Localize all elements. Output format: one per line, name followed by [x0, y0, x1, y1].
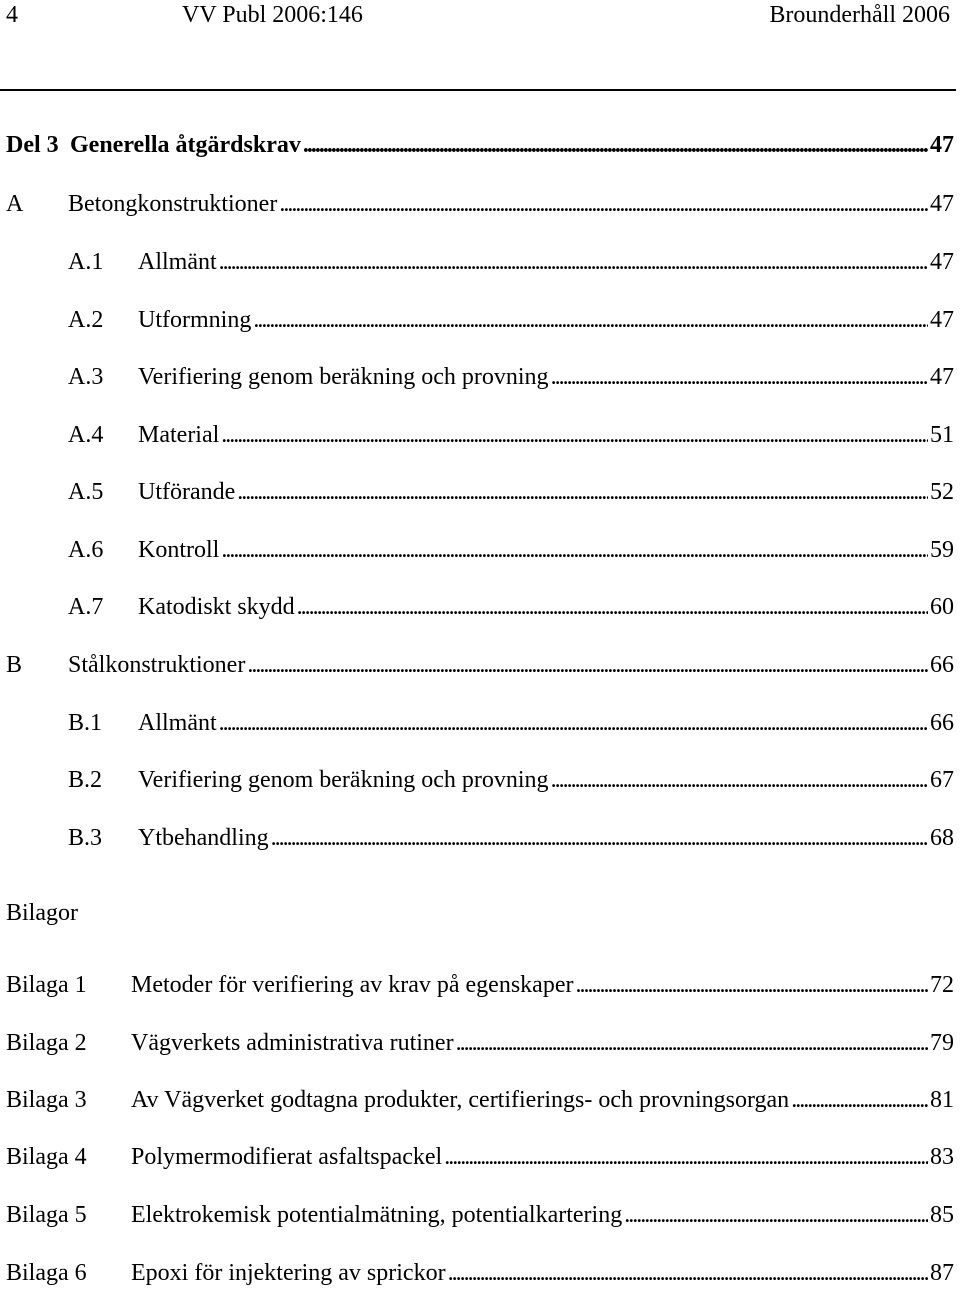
appendix-entry-page-number: 83 — [930, 1144, 954, 1170]
appendix-heading: Bilagor — [6, 900, 78, 926]
toc-entry-row[interactable] — [0, 707, 954, 739]
toc-entry-number: B.2 — [68, 767, 103, 793]
toc-entry-page-number: 60 — [930, 594, 954, 620]
appendix-entry-row[interactable] — [0, 1257, 954, 1289]
toc-entry-page-number: 47 — [930, 364, 954, 390]
toc-entry-label: Verifiering genom beräkning och provning — [138, 767, 549, 793]
toc-entry-number: A.5 — [68, 479, 104, 505]
appendix-entry-number: Bilaga 1 — [6, 972, 87, 998]
appendix-entry-page-number: 81 — [930, 1087, 954, 1113]
toc-entry-row[interactable] — [0, 304, 954, 336]
appendix-entry-row[interactable] — [0, 1084, 954, 1116]
header-rule — [0, 89, 956, 91]
toc-entry-label: Stålkonstruktioner — [68, 652, 246, 678]
toc-entry-label: Ytbehandling — [138, 825, 269, 851]
dot-leader — [303, 129, 928, 161]
toc-entry-page-number: 52 — [930, 479, 954, 505]
document-title: Brounderhåll 2006 — [769, 2, 950, 28]
toc-entry-number: A — [6, 191, 24, 217]
page-number: 4 — [6, 2, 18, 28]
dot-leader — [624, 1199, 928, 1231]
toc-entry-row[interactable] — [0, 649, 954, 681]
toc-entry-label: Utförande — [138, 479, 236, 505]
dot-leader — [791, 1084, 928, 1116]
toc-entry-label: Utformning — [138, 307, 252, 333]
toc-entry-row[interactable] — [0, 129, 954, 161]
toc-entry-row[interactable] — [0, 361, 954, 393]
appendix-entry-page-number: 87 — [930, 1260, 954, 1286]
toc-entry-row[interactable] — [0, 591, 954, 623]
appendix-entry-row[interactable] — [0, 1199, 954, 1231]
toc-entry-page-number: 59 — [930, 537, 954, 563]
toc-entry-row[interactable] — [0, 476, 954, 508]
publication-id: VV Publ 2006:146 — [182, 2, 363, 28]
toc-entry-number: B.1 — [68, 710, 103, 736]
toc-entry-row[interactable] — [0, 246, 954, 278]
toc-entry-page-number: 67 — [930, 767, 954, 793]
dot-leader — [253, 304, 928, 336]
toc-entry-number: A.3 — [68, 364, 104, 390]
dot-leader — [448, 1257, 928, 1289]
toc-entry-number: A.4 — [68, 422, 104, 448]
appendix-entry-label: Av Vägverket godtagna produkter, certifierings- och provningsorgan — [131, 1087, 790, 1113]
toc-entry-row[interactable] — [0, 822, 954, 854]
dot-leader — [456, 1027, 928, 1059]
dot-leader — [297, 591, 928, 623]
dot-leader — [575, 969, 928, 1001]
dot-leader — [279, 188, 928, 220]
toc-entry-label: Material — [138, 422, 220, 448]
appendix-entry-label: Polymermodifierat asfaltspackel — [131, 1144, 443, 1170]
appendix-entry-number: Bilaga 3 — [6, 1087, 87, 1113]
dot-leader — [247, 649, 928, 681]
toc-entry-row[interactable] — [0, 188, 954, 220]
toc-entry-number: A.6 — [68, 537, 104, 563]
appendix-entry-page-number: 79 — [930, 1030, 954, 1056]
appendix-entry-page-number: 85 — [930, 1202, 954, 1228]
toc-entry-label: Generella åtgärdskrav — [70, 132, 301, 158]
dot-leader — [551, 764, 928, 796]
toc-entry-number: Del 3 — [6, 132, 59, 158]
appendix-entry-number: Bilaga 2 — [6, 1030, 87, 1056]
appendix-entry-row[interactable] — [0, 1141, 954, 1173]
dot-leader — [271, 822, 928, 854]
appendix-entry-number: Bilaga 4 — [6, 1144, 87, 1170]
toc-entry-number: B.3 — [68, 825, 103, 851]
dot-leader — [221, 419, 928, 451]
page-header — [0, 0, 958, 90]
toc-entry-number: B — [6, 652, 23, 678]
toc-entry-number: A.7 — [68, 594, 104, 620]
appendix-entry-page-number: 72 — [930, 972, 954, 998]
toc-entry-page-number: 47 — [930, 132, 954, 158]
toc-entry-page-number: 47 — [930, 191, 954, 217]
toc-entry-page-number: 47 — [930, 249, 954, 275]
toc-entry-row[interactable] — [0, 419, 954, 451]
appendix-entry-row[interactable] — [0, 1027, 954, 1059]
toc-entry-page-number: 47 — [930, 307, 954, 333]
toc-entry-page-number: 66 — [930, 710, 954, 736]
appendix-entry-number: Bilaga 5 — [6, 1202, 87, 1228]
toc-entry-label: Verifiering genom beräkning och provning — [138, 364, 549, 390]
appendix-entry-label: Vägverkets administrativa rutiner — [131, 1030, 454, 1056]
toc-entry-label: Betongkonstruktioner — [68, 191, 278, 217]
toc-entry-page-number: 66 — [930, 652, 954, 678]
toc-entry-page-number: 51 — [930, 422, 954, 448]
toc-entry-number: A.2 — [68, 307, 104, 333]
appendix-entry-row[interactable] — [0, 969, 954, 1001]
toc-entry-number: A.1 — [68, 249, 104, 275]
dot-leader — [219, 707, 928, 739]
toc-entry-row[interactable] — [0, 764, 954, 796]
toc-entry-row[interactable] — [0, 534, 954, 566]
dot-leader — [221, 534, 928, 566]
toc-entry-page-number: 68 — [930, 825, 954, 851]
dot-leader — [219, 246, 928, 278]
appendix-entry-label: Metoder för verifiering av krav på egenskaper — [131, 972, 574, 998]
toc-entry-label: Kontroll — [138, 537, 220, 563]
toc-entry-label: Allmänt — [138, 249, 217, 275]
appendix-entry-label: Elektrokemisk potentialmätning, potentialkartering — [131, 1202, 623, 1228]
dot-leader — [237, 476, 928, 508]
toc-entry-label: Katodiskt skydd — [138, 594, 295, 620]
dot-leader — [444, 1141, 928, 1173]
dot-leader — [551, 361, 928, 393]
appendix-entry-number: Bilaga 6 — [6, 1260, 87, 1286]
appendix-entry-label: Epoxi för injektering av sprickor — [131, 1260, 446, 1286]
toc-entry-label: Allmänt — [138, 710, 217, 736]
